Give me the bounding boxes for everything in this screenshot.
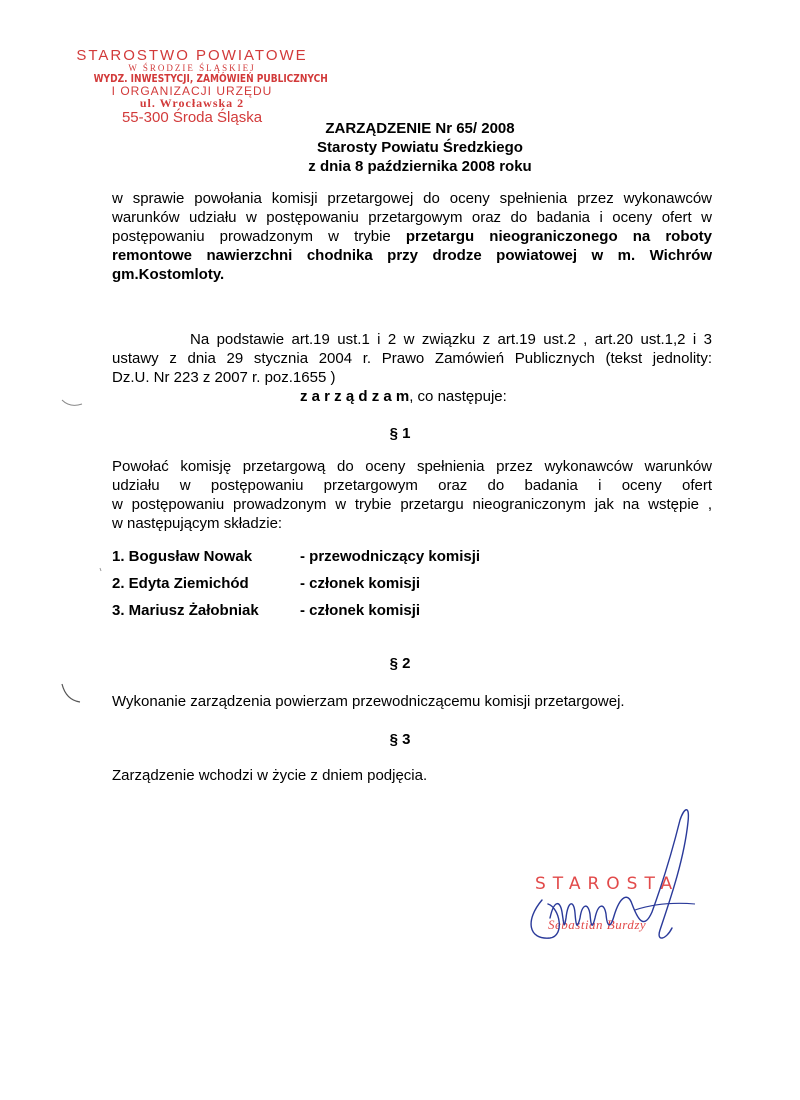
stamp-line-city: W ŚRODZIE ŚLĄSKIEJ xyxy=(128,62,256,73)
section-3-mark: § 3 xyxy=(389,731,411,748)
section-1-line: w postępowaniu prowadzonym w trybie przetargu nieograniczonym jak na wstępie , xyxy=(112,496,712,513)
stamp-line-department-cont: I ORGANIZACJI URZĘDU xyxy=(111,83,273,98)
subject-line: gm.Kostomloty. xyxy=(112,266,225,283)
signature-stroke xyxy=(531,810,688,938)
subject-line: remontowe nawierzchni chodnika przy drodze powiatowej w m. Wichrów xyxy=(112,247,712,264)
basis-line: ustawy z dnia 29 stycznia 2004 r. Prawo Zamówień Publicznych (tekst jednolity: xyxy=(112,350,712,367)
section-2-text: Wykonanie zarządzenia powierzam przewodniczącemu komisji przetargowej. xyxy=(112,693,625,710)
basis-line: Dz.U. Nr 223 z 2007 r. poz.1655 ) xyxy=(112,369,336,386)
document-issuer: Starosty Powiatu Średzkiego xyxy=(317,139,523,156)
subject-line-normal: postępowaniu prowadzonym w trybie xyxy=(112,228,406,245)
signature-stroke xyxy=(635,903,695,910)
section-1-mark: § 1 xyxy=(389,425,411,442)
document-date: z dnia 8 października 2008 roku xyxy=(308,158,532,175)
member-name: 3. Mariusz Żałobniak xyxy=(112,602,259,619)
signature-stamp-title: STAROSTA xyxy=(535,874,680,894)
decree-line xyxy=(300,387,507,406)
decree-word: z a r z ą d z a m xyxy=(300,388,410,405)
member-name: 2. Edyta Ziemichód xyxy=(112,575,249,592)
handwritten-signature xyxy=(520,800,720,970)
section-2-mark: § 2 xyxy=(389,655,411,672)
member-role: - członek komisji xyxy=(300,575,421,592)
section-1-paragraph xyxy=(112,457,712,533)
decree-rest: , co następuje: xyxy=(409,388,507,405)
document-title: ZARZĄDZENIE Nr 65/ 2008 xyxy=(325,120,515,137)
stamp-line-office: STAROSTWO POWIATOWE xyxy=(76,47,308,64)
stamp-line-street: ul. Wrocławska 2 xyxy=(139,96,245,111)
legal-basis-paragraph xyxy=(112,330,712,387)
member-role: - członek komisji xyxy=(300,602,421,619)
member-name: 1. Bogusław Nowak xyxy=(112,548,253,565)
stamp-line-postal: 55-300 Środa Śląska xyxy=(121,108,263,126)
subject-line xyxy=(112,227,712,246)
scan-marks xyxy=(0,0,120,720)
signature-stamp-name: Sebastian Burdzy xyxy=(548,917,647,932)
scan-mark xyxy=(62,400,82,405)
basis-line: Na podstawie art.19 ust.1 i 2 w związku z art.19 ust.2 , art.20 ust.1,2 i 3 xyxy=(190,331,712,348)
subject-line: w sprawie powołania komisji przetargowej do oceny spełnienia przez wykonawców xyxy=(112,190,712,207)
section-1-line: udziału w postępowaniu przetargowym oraz do badania i oceny ofert xyxy=(112,477,712,494)
stamp-line-department: WYDZ. INWESTYCJI, ZAMÓWIEŃ PUBLICZNYCH xyxy=(93,72,328,86)
section-3-text: Zarządzenie wchodzi w życie z dniem podjęcia. xyxy=(112,767,428,784)
scan-mark xyxy=(100,568,101,571)
section-1-line: Powołać komisję przetargową do oceny spełnienia przez wykonawców warunków xyxy=(112,458,712,475)
scan-mark xyxy=(62,684,80,702)
subject-line-bold: przetargu nieograniczonego na roboty xyxy=(405,228,712,245)
section-1-line: w następującym składzie: xyxy=(112,515,283,532)
member-role: - przewodniczący komisji xyxy=(300,548,481,565)
subject-paragraph xyxy=(112,189,712,284)
subject-line: warunków udziału w postępowaniu przetargowym oraz do badania i oceny ofert w xyxy=(112,209,712,226)
